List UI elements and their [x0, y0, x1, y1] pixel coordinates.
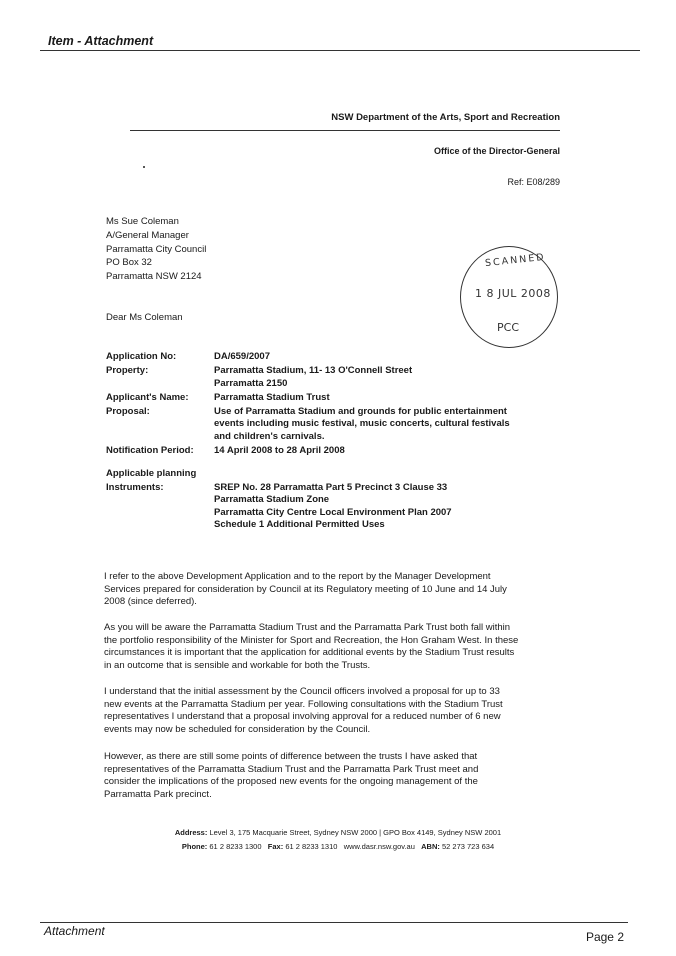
stamp-date: 1 8 JUL 2008	[475, 287, 551, 300]
detail-row-notification	[106, 445, 546, 458]
paragraph-line: I understand that the initial assessment by the Council officers involved a proposal for up to 33	[104, 686, 500, 697]
detail-value-line: Parramatta Stadium, 11- 13 O'Connell Street	[214, 365, 413, 376]
address-label: Address:	[174, 828, 208, 837]
detail-row-property	[106, 365, 546, 390]
letterhead-footer	[0, 826, 676, 854]
detail-label: Application No:	[106, 351, 177, 362]
detail-value-line: SREP No. 28 Parramatta Part 5 Precinct 3 Clause 33	[214, 481, 448, 493]
scanned-stamp	[460, 246, 558, 348]
detail-row-instruments	[106, 482, 546, 532]
detail-label: Instruments:	[106, 481, 164, 493]
application-details	[106, 351, 546, 533]
office-name: Office of the Director-General	[433, 146, 560, 156]
phone-number: 61 2 8233 1300	[209, 842, 262, 851]
detail-value-line: Parramatta Stadium Zone	[214, 494, 330, 505]
detail-value: Parramatta Stadium Trust	[214, 391, 330, 403]
address-line: PO Box 32	[106, 257, 152, 269]
body-paragraph	[104, 622, 544, 672]
detail-label: Applicant's Name:	[106, 391, 189, 403]
detail-value: 14 April 2008 to 28 April 2008	[214, 444, 345, 456]
body-paragraph	[104, 686, 544, 736]
stamp-label: SCANNED	[484, 251, 547, 270]
phone-label: Phone:	[181, 842, 208, 851]
detail-row-application-no	[106, 351, 546, 364]
detail-value: DA/659/2007	[214, 351, 270, 362]
address-line: A/General Manager	[106, 229, 189, 241]
paragraph-line: new events at the Parramatta Stadium per year. Following consultations with the Stadium Trust	[104, 698, 503, 710]
detail-row-applicant	[106, 392, 546, 405]
stray-mark	[143, 166, 145, 168]
detail-row-instruments-heading	[106, 468, 546, 481]
paragraph-line: consider the implications of the proposed new events for the ongoing management of the	[104, 776, 478, 788]
paragraph-line: the portfolio responsibility of the Minister for Sport and Recreation, the Hon Graham West. In these	[104, 634, 519, 646]
detail-value-line: Parramatta City Centre Local Environment Plan 2007	[214, 506, 452, 518]
body-paragraph	[104, 571, 544, 609]
body-paragraph	[104, 751, 544, 801]
detail-value-line: and children's carnivals.	[214, 430, 325, 442]
recipient-address	[106, 215, 206, 284]
footer-attachment-label: Attachment	[44, 924, 105, 938]
footer-address-line	[0, 826, 676, 840]
paragraph-line: in an outcome that is sensible and workable for both the Trusts.	[104, 659, 371, 671]
detail-label: Notification Period:	[106, 444, 194, 456]
stamp-code: PCC	[497, 321, 519, 334]
paragraph-line: representatives I understand that a proposal involving approval for a reduced number of 6 new	[104, 711, 501, 723]
detail-value-line: events including music festival, music concerts, cultural festivals	[214, 418, 510, 429]
header-rule	[40, 50, 640, 51]
paragraph-line: Parramatta Park precinct.	[104, 788, 212, 800]
detail-value-line: Use of Parramatta Stadium and grounds for public entertainment	[214, 405, 507, 417]
paragraph-line: Services prepared for consideration by Council at its Regulatory meeting of 10 June and 14 July	[104, 583, 507, 595]
paragraph-line: representatives of the Parramatta Stadium Trust and the Parramatta Park Trust meet and	[104, 763, 479, 775]
abn-label: ABN:	[421, 842, 440, 851]
detail-value	[214, 482, 546, 532]
detail-value	[214, 365, 546, 390]
website: www.dasr.nsw.gov.au	[343, 842, 415, 851]
address-line: Parramatta City Council	[106, 243, 207, 255]
paragraph-line: As you will be aware the Parramatta Stadium Trust and the Parramatta Park Trust both fall within	[104, 622, 511, 633]
department-name: NSW Department of the Arts, Sport and Recreation	[331, 112, 560, 123]
detail-value-line: Parramatta 2150	[214, 377, 288, 389]
paragraph-line: However, as there are still some points of difference between the trusts I have asked that	[104, 751, 478, 762]
page-number: Page 2	[585, 930, 624, 944]
salutation: Dear Ms Coleman	[106, 312, 183, 323]
detail-value	[214, 406, 546, 444]
fax-label: Fax:	[267, 842, 284, 851]
detail-label: Proposal:	[106, 405, 150, 417]
detail-value-line: Schedule 1 Additional Permitted Uses	[214, 519, 385, 530]
detail-row-proposal	[106, 406, 546, 444]
paragraph-line: 2008 (since deferred).	[104, 596, 197, 608]
address-text: Level 3, 175 Macquarie Street, Sydney NSW 2000 | GPO Box 4149, Sydney NSW 2001	[209, 828, 502, 837]
address-line: Ms Sue Coleman	[106, 216, 179, 227]
detail-label: Property:	[106, 365, 149, 376]
paragraph-line: I refer to the above Development Application and to the report by the Manager Development	[104, 571, 491, 582]
letterhead-rule	[130, 130, 560, 131]
address-line: Parramatta NSW 2124	[106, 271, 202, 283]
detail-label: Applicable planning	[106, 467, 197, 479]
paragraph-line: events may now be scheduled for consideration by the Council.	[104, 723, 371, 735]
abn-number: 52 273 723 634	[441, 842, 495, 851]
fax-number: 61 2 8233 1310	[285, 842, 338, 851]
page-header-title: Item - Attachment	[48, 34, 154, 48]
reference-number: Ref: E08/289	[507, 177, 560, 187]
paragraph-line: circumstances it is important that the application for additional events by the Stadium Trust results	[104, 647, 515, 659]
footer-contact-line	[0, 840, 676, 854]
footer-rule	[40, 922, 628, 923]
